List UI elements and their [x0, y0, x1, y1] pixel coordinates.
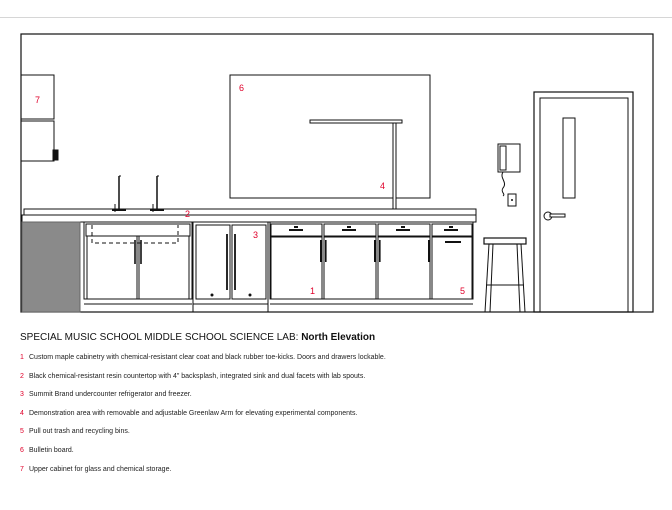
- upper-cabinet: [21, 75, 58, 161]
- sink-base-cabinet: [84, 222, 192, 304]
- legend-text: Custom maple cabinetry with chemical-resistant clear coat and black rubber toe-kicks. Doors and drawers lockable.: [29, 354, 386, 361]
- callout-4: 4: [380, 181, 386, 191]
- wall-phone: [498, 144, 520, 196]
- countertop: [22, 209, 476, 222]
- legend-number: 1: [20, 354, 24, 361]
- legend-number: 5: [20, 428, 24, 436]
- bulletin-board: [230, 75, 430, 198]
- legend-text: Summit Brand undercounter refrigerator and freezer.: [29, 391, 192, 399]
- callout-1: 1: [310, 286, 316, 296]
- legend-text: Upper cabinet for glass and chemical storage.: [29, 465, 172, 473]
- greenlaw-arm: [310, 120, 402, 219]
- legend-number: 7: [20, 465, 24, 473]
- lab-stool: [484, 238, 526, 312]
- callout-6: 6: [239, 83, 245, 93]
- callout-5: 5: [460, 286, 466, 296]
- faucet-left: [112, 176, 126, 212]
- legend-number: 6: [20, 446, 24, 454]
- legend-text: Demonstration area with removable and adjustable Greenlaw Arm for elevating experimental components.: [29, 409, 358, 417]
- drawing-title: [20, 332, 375, 343]
- callout-2: 2: [185, 209, 191, 219]
- faucet-right: [150, 176, 164, 212]
- callout-7: 7: [35, 95, 41, 105]
- legend-text: Pull out trash and recycling bins.: [29, 428, 130, 436]
- drawer-pulls: [289, 226, 461, 262]
- end-panel: [22, 222, 80, 312]
- legend-number: 3: [20, 391, 24, 399]
- legend-number: 4: [20, 409, 24, 417]
- legend-text: Bulletin board.: [29, 446, 74, 454]
- title-prefix: SPECIAL MUSIC SCHOOL MIDDLE SCHOOL SCIENCE LAB:: [20, 332, 302, 343]
- callout-3: 3: [253, 230, 259, 240]
- room-outline: [21, 34, 653, 312]
- door: [534, 92, 633, 312]
- base-cabinets: [270, 222, 473, 304]
- legend-text: Black chemical-resistant resin countertop with 4" backsplash, integrated sink and dual facets with lab spouts.: [29, 372, 366, 380]
- title-view-name: North Elevation: [301, 332, 376, 343]
- legend-number: 2: [20, 372, 24, 380]
